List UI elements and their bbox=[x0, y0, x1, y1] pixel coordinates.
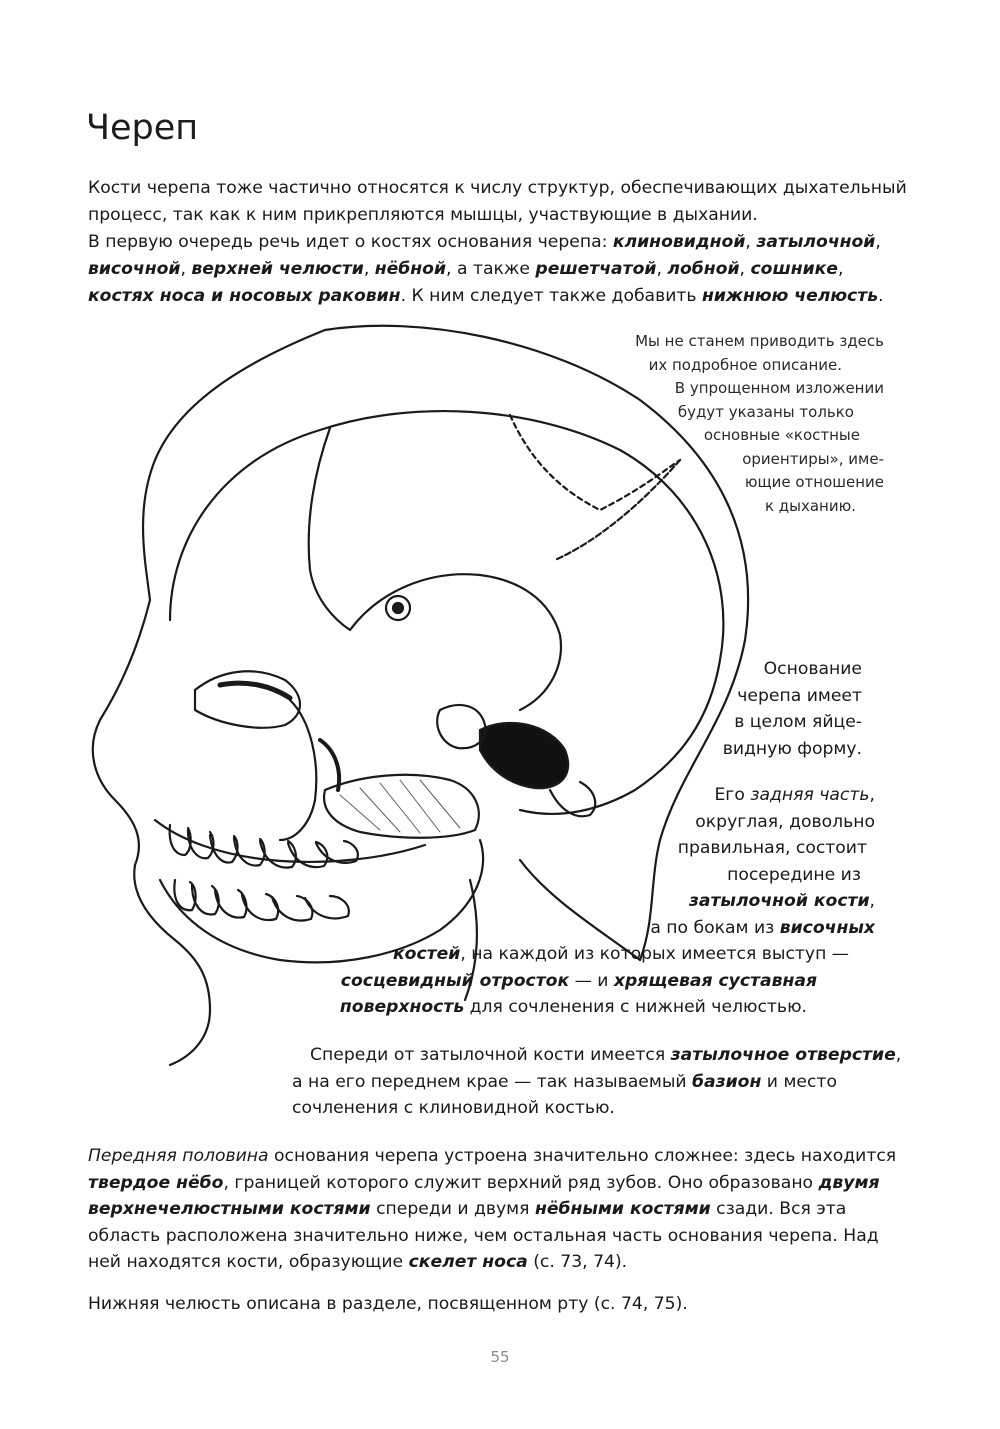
page-title: Череп bbox=[86, 108, 199, 148]
term-foramen-magnum: затылочное отверстие bbox=[670, 1045, 896, 1065]
side-note-line: основные «костные bbox=[703, 426, 860, 444]
side-note-line: В упрощенном изложении bbox=[674, 379, 884, 397]
term-articular-surface-cont: поверхность bbox=[339, 997, 465, 1017]
occipital-condyle bbox=[437, 705, 485, 748]
term-temporal: височной bbox=[88, 259, 181, 279]
back-part-text: Его задняя часть, округлая, довольно правильная, состоит посередине из затылочной кости, а по бокам из височных костей, на каждой из которых имеется выступ — сосцевидный отросток — и хрящевая суставная поверхность для сочленения с нижней челюстью. bbox=[339, 785, 875, 1017]
term-nasal-bones: костях носа и носовых раковин bbox=[88, 286, 401, 306]
term-sphenoid: клиновидной bbox=[612, 232, 746, 252]
term-occipital-bone: затылочной кости bbox=[688, 891, 870, 911]
side-note-line: их подробное описание. bbox=[648, 355, 842, 374]
base-shape-line: в целом яйце- bbox=[734, 712, 862, 732]
term-temporal-bones-cont: костей bbox=[392, 944, 461, 964]
bottom-text bbox=[88, 1143, 908, 1332]
intro-paragraph-1: Кости черепа тоже частично относятся к числу структур, обеспечивающих дыхательный процесс, так как к ним прикрепляются мышцы, участвующие в дыхании. bbox=[88, 178, 907, 225]
foramen-magnum bbox=[480, 723, 568, 788]
base-shape-line: черепа имеет bbox=[737, 685, 862, 706]
coronal-suture bbox=[309, 428, 350, 630]
term-vomer: сошнике bbox=[750, 259, 838, 279]
base-shape-text bbox=[700, 656, 862, 762]
side-note-line: ориентиры», име- bbox=[742, 449, 884, 468]
term-frontal: лобной bbox=[667, 259, 740, 279]
term-mastoid-process: сосцевидный отросток bbox=[340, 970, 570, 991]
term-occipital: затылочной bbox=[756, 232, 876, 252]
term-maxilla: верхней челюсти bbox=[191, 259, 364, 279]
term-nose-skeleton: скелет носа bbox=[408, 1252, 528, 1272]
term-ethmoid: решетчатой bbox=[535, 259, 657, 279]
term-front-half: Передняя половина bbox=[88, 1146, 269, 1166]
temporal-region bbox=[350, 574, 561, 710]
orbit bbox=[195, 671, 300, 727]
side-note-line: к дыханию. bbox=[764, 496, 856, 515]
intro-text bbox=[88, 175, 908, 310]
intro-paragraph-2: В первую очередь речь идет о костях основания черепа: клиновидной, затылочной, височной, верхней челюсти, нёбной, а также решетчатой, лобной, сошнике, костях носа и носовых раковин. К ним следует также добавить нижнюю челюсть. bbox=[88, 232, 884, 306]
term-palatine: нёбной bbox=[374, 259, 447, 279]
term-back-part: задняя часть bbox=[750, 785, 870, 805]
term-temporal-bones: височных bbox=[779, 917, 875, 938]
page-number: 55 bbox=[490, 1348, 510, 1366]
base-shape-line: Основание bbox=[763, 659, 862, 679]
lower-jaw-note: Нижняя челюсть описана в разделе, посвященном рту (с. 74, 75). bbox=[88, 1293, 688, 1314]
term-hard-palate: твердое нёбо bbox=[88, 1172, 224, 1193]
foramen-text: Спереди от затылочной кости имеется затылочное отверстие, а на его переднем крае — так называемый базион и место сочленения с клиновидной костью. bbox=[292, 1045, 902, 1118]
term-maxillary-bones: двумя верхнечелюстными костями bbox=[88, 1172, 880, 1219]
term-palatine-bones: нёбными костями bbox=[534, 1199, 711, 1219]
front-half-paragraph: Передняя половина основания черепа устроена значительно сложнее: здесь находится твердое нёбо, границей которого служит верхний ряд зубов. Оно образовано двумя верхнечелюстными костями спереди и двумя нёбными костями сзади. Вся эта область расположена значительно ниже, чем остальная часть основания черепа. Над ней находятся кости, образующие скелет носа (с. 73, 74). bbox=[88, 1146, 897, 1272]
term-mandible: нижнюю челюсть bbox=[702, 286, 879, 306]
term-articular-surface: хрящевая суставная bbox=[613, 970, 817, 991]
term-basion: базион bbox=[692, 1071, 762, 1092]
side-note-line: ющие отношение bbox=[744, 473, 884, 491]
side-note bbox=[600, 330, 884, 518]
side-note-line: будут указаны только bbox=[677, 402, 854, 421]
side-note-line: Мы не станем приводить здесь bbox=[635, 332, 884, 350]
base-shape-line: видную форму. bbox=[722, 738, 862, 759]
